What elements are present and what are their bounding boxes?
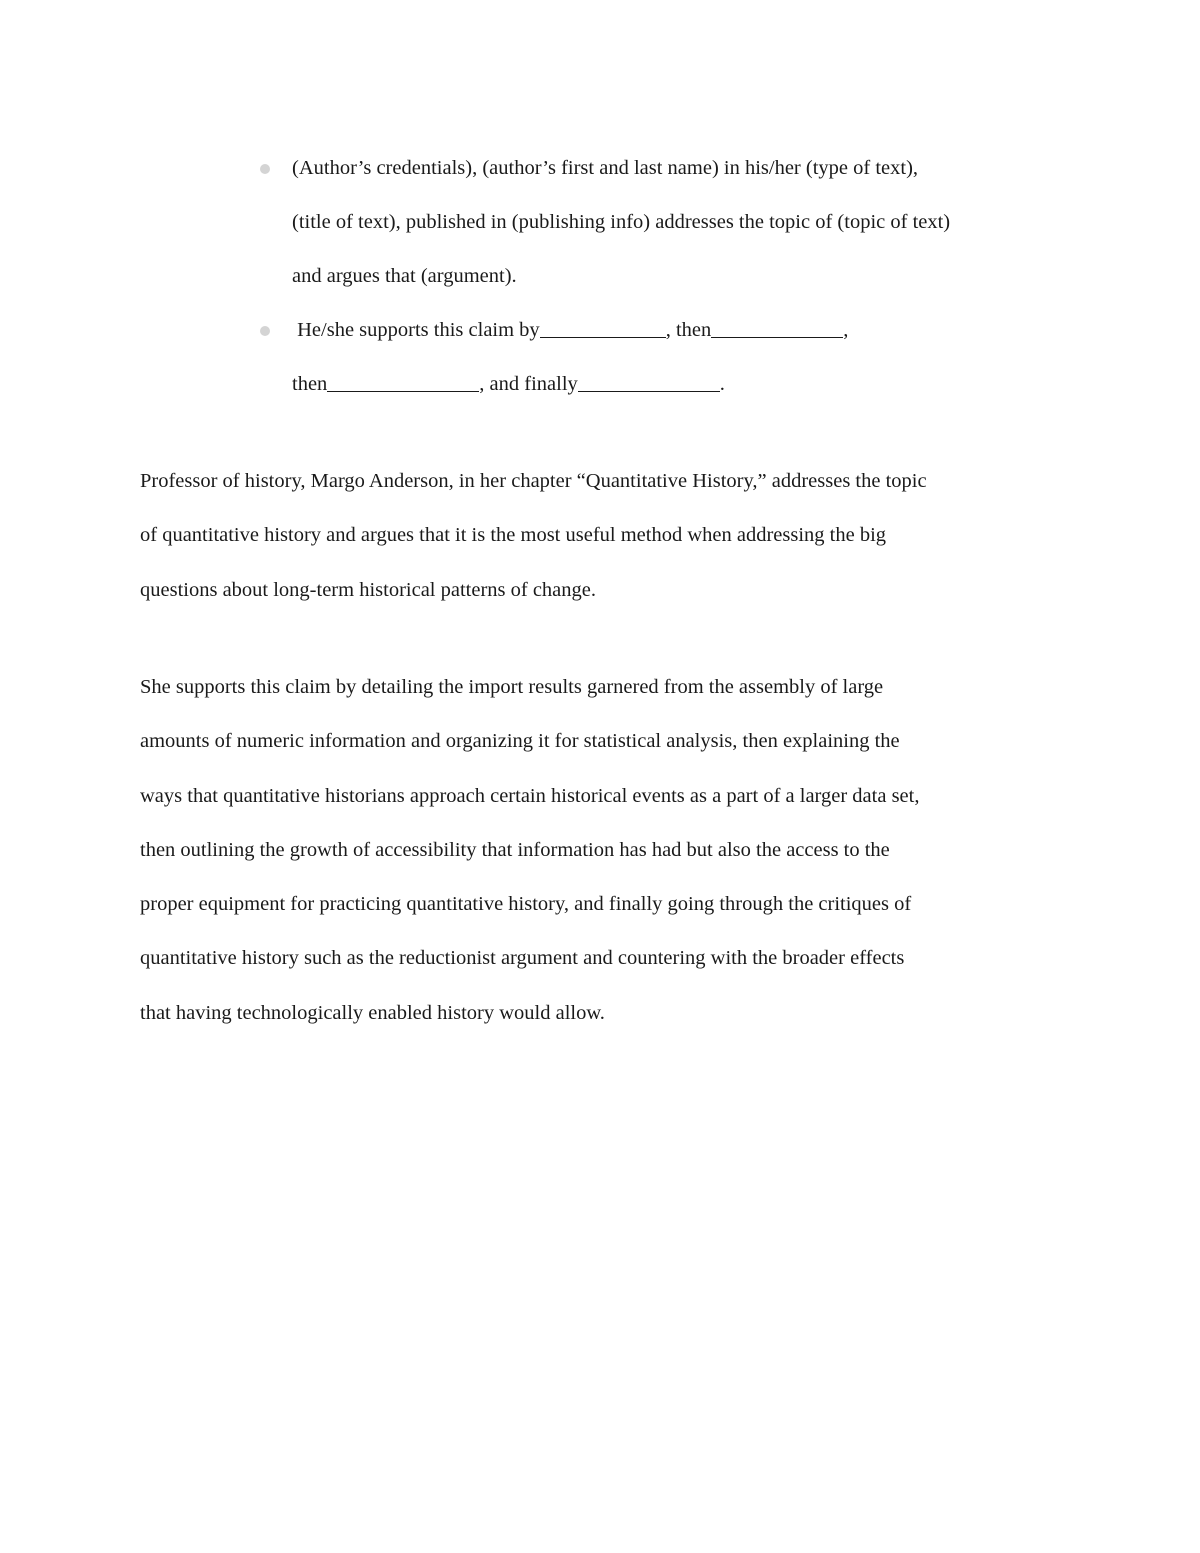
support-text: He/she supports this claim by bbox=[292, 319, 540, 341]
fill-in-blank bbox=[327, 390, 479, 392]
fill-in-blank bbox=[540, 336, 666, 338]
fill-in-blank bbox=[711, 336, 843, 338]
fill-in-blank bbox=[578, 390, 720, 392]
paragraph-line: then outlining the growth of accessibility that information has had but also the access to the bbox=[140, 838, 890, 861]
bullet-line: (title of text), published in (publishing info) addresses the topic of (topic of text) bbox=[292, 211, 951, 233]
support-paragraph bbox=[140, 660, 1060, 1040]
paragraph-line: Professor of history, Margo Anderson, in her chapter “Quantitative History,” addresses the topic bbox=[140, 470, 927, 492]
paragraph-line: of quantitative history and argues that it is the most useful method when addressing the big bbox=[140, 524, 887, 547]
paragraph-line: amounts of numeric information and organizing it for statistical analysis, then explaining the bbox=[140, 730, 900, 753]
bullet-dot-icon bbox=[260, 164, 270, 174]
support-text: . bbox=[719, 373, 725, 395]
support-text: , bbox=[843, 319, 849, 341]
template-bullet-author bbox=[292, 141, 1092, 303]
paragraph-line: quantitative history such as the reductionist argument and countering with the broader effects bbox=[140, 947, 905, 970]
summary-paragraph bbox=[140, 454, 1060, 617]
bullet-line: and argues that (argument). bbox=[292, 265, 517, 287]
paragraph-line: questions about long-term historical patterns of change. bbox=[140, 578, 597, 601]
support-text: then bbox=[292, 373, 328, 395]
bullet-line bbox=[292, 303, 1092, 357]
support-text: , and finally bbox=[479, 373, 578, 395]
paragraph-line: that having technologically enabled history would allow. bbox=[140, 1001, 605, 1024]
template-bullet-support bbox=[292, 303, 1092, 411]
paragraph-line: She supports this claim by detailing the import results garnered from the assembly of large bbox=[140, 676, 884, 698]
bullet-line bbox=[292, 357, 1092, 411]
template-bullet-list bbox=[292, 141, 1092, 411]
support-text: , then bbox=[665, 319, 712, 341]
paragraph-line: ways that quantitative historians approach certain historical events as a part of a larger data set, bbox=[140, 784, 920, 807]
bullet-line: (Author’s credentials), (author’s first and last name) in his/her (type of text), bbox=[292, 157, 919, 179]
paragraph-line: proper equipment for practicing quantitative history, and finally going through the critiques of bbox=[140, 893, 912, 916]
bullet-dot-icon bbox=[260, 326, 270, 336]
